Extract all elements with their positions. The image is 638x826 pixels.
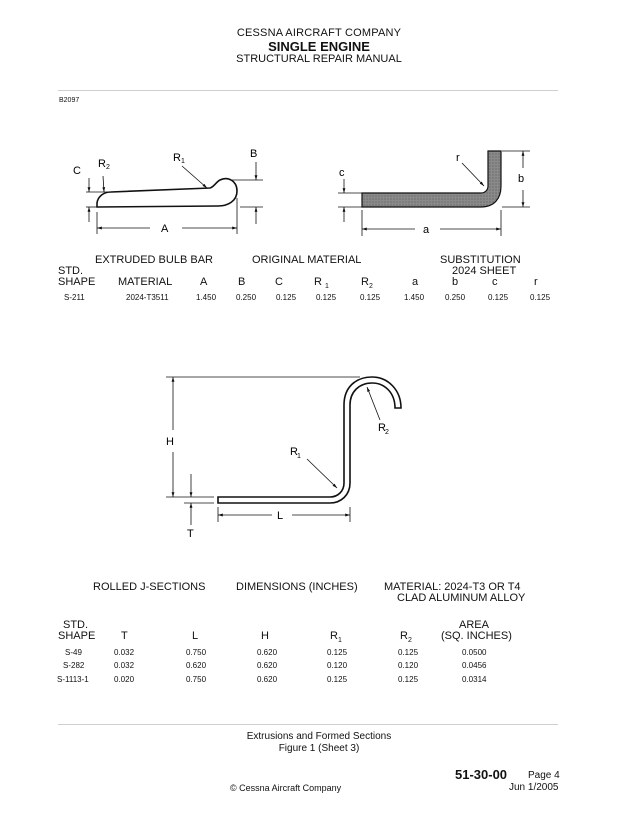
dim-label-L: L: [277, 510, 284, 522]
col-header-R1: R $_1$: [314, 276, 329, 291]
cell-shape: S-211: [64, 293, 85, 302]
col-header-r: r: [534, 276, 538, 288]
col-header-L: L: [192, 630, 199, 642]
col-header-R2: $R_2$: [361, 276, 373, 291]
col-header-area: AREA: [459, 619, 489, 631]
angle-shape: [362, 151, 501, 207]
cell-R2: 0.125: [360, 293, 381, 302]
col-header-shape: SHAPE: [58, 630, 96, 642]
cell-R2: 0.125: [398, 675, 419, 684]
cell-b: 0.250: [445, 293, 466, 302]
bulb-bar-drawing: [73, 148, 263, 235]
dim-label-H: H: [166, 436, 174, 448]
dim-label-R1-sub: 1: [181, 158, 185, 165]
cell-T: 0.032: [114, 661, 135, 670]
dim-label-B: B: [250, 148, 258, 160]
section-title-bulb-bar: EXTRUDED BULB BAR: [95, 254, 213, 266]
section-title-j-sections: ROLLED J-SECTIONS: [93, 581, 206, 593]
page-number: Page 4: [528, 770, 560, 781]
cell-area: 0.0500: [462, 648, 487, 657]
cell-L: 0.620: [186, 661, 207, 670]
col-header-T: T: [121, 630, 128, 642]
cell-C: 0.125: [276, 293, 297, 302]
document-title: SINGLE ENGINE: [268, 39, 370, 54]
dim-label-r: r: [456, 152, 460, 164]
bulb-bar-shape: [97, 179, 237, 207]
cell-L: 0.750: [186, 675, 207, 684]
dim-label-R2: R: [378, 422, 386, 434]
cell-area: 0.0314: [462, 675, 487, 684]
section-title-alloy: CLAD ALUMINUM ALLOY: [397, 592, 526, 604]
cell-R1: 0.125: [327, 675, 348, 684]
dim-label-A: A: [161, 223, 169, 235]
cell-R2: 0.120: [398, 661, 419, 670]
dim-label-T: T: [187, 528, 194, 540]
section-title-material: MATERIAL: 2024-T3 OR T4: [384, 581, 521, 593]
col-header-a: a: [412, 276, 419, 288]
section-title-original: ORIGINAL MATERIAL: [252, 254, 362, 266]
cell-c: 0.125: [488, 293, 509, 302]
col-header-B: B: [238, 276, 246, 288]
company-name: CESSNA AIRCRAFT COMPANY: [236, 27, 402, 39]
cell-shape: S-49: [65, 648, 82, 657]
section-title-substitution: SUBSTITUTION: [440, 254, 521, 266]
figure-id: B2097: [59, 97, 80, 104]
j-section-shape: [218, 377, 401, 503]
revision-date: Jun 1/2005: [509, 782, 559, 793]
col-header-H: H: [261, 630, 269, 642]
section-number: 51-30-00: [455, 767, 508, 782]
col-header-C: C: [275, 276, 283, 288]
cell-B: 0.250: [236, 293, 257, 302]
cell-shape: S-1113-1: [57, 675, 89, 684]
cell-r: 0.125: [530, 293, 551, 302]
col-header-b: b: [452, 276, 459, 288]
col-header-area-units: (SQ. INCHES): [441, 630, 512, 642]
section-title-dimensions: DIMENSIONS (INCHES): [236, 581, 358, 593]
dim-label-R1: R: [173, 152, 181, 164]
col-header-material: MATERIAL: [118, 276, 173, 288]
j-section-drawing: [166, 377, 401, 540]
col-header-std: STD.: [63, 619, 89, 631]
cell-L: 0.750: [186, 648, 207, 657]
figure-caption-title: Extrusions and Formed Sections: [246, 731, 392, 742]
dim-label-a: a: [423, 224, 430, 236]
figure-caption-number: Figure 1 (Sheet 3): [278, 743, 360, 754]
dim-label-R1-sub: 1: [297, 453, 301, 460]
dim-label-c: c: [339, 167, 345, 179]
col-header-c: c: [492, 276, 498, 288]
dim-label-b: b: [518, 173, 525, 185]
cell-H: 0.620: [257, 675, 278, 684]
cell-material: 2024-T3511: [126, 293, 169, 302]
col-header-R1: $R_1$: [330, 630, 342, 645]
cell-R1: 0.120: [327, 661, 348, 670]
cell-area: 0.0456: [462, 661, 487, 670]
cell-A: 1.450: [196, 293, 217, 302]
section-title-2024-sheet: 2024 SHEET: [452, 265, 517, 277]
cell-shape: S-282: [63, 661, 85, 670]
col-header-std: STD.: [58, 265, 84, 277]
dim-label-R1: R: [290, 446, 298, 458]
caption-divider: [58, 724, 558, 725]
cell-T: 0.020: [114, 675, 135, 684]
cell-R1: 0.125: [316, 293, 337, 302]
col-header-R2: $R_2$: [400, 630, 412, 645]
dim-label-C: C: [73, 165, 81, 177]
dim-label-R2-sub: 2: [106, 164, 110, 171]
cell-H: 0.620: [257, 661, 278, 670]
dim-label-R2-sub: 2: [385, 429, 389, 436]
cell-R1: 0.125: [327, 648, 348, 657]
copyright: © Cessna Aircraft Company: [230, 783, 342, 793]
cell-a: 1.450: [404, 293, 425, 302]
manual-name: STRUCTURAL REPAIR MANUAL: [236, 53, 402, 65]
cell-H: 0.620: [257, 648, 278, 657]
dim-label-R2: R: [98, 158, 106, 170]
cell-T: 0.032: [114, 648, 135, 657]
col-header-shape: SHAPE: [58, 276, 96, 288]
cell-R2: 0.125: [398, 648, 419, 657]
col-header-A: A: [200, 276, 208, 288]
angle-drawing: [338, 151, 530, 236]
